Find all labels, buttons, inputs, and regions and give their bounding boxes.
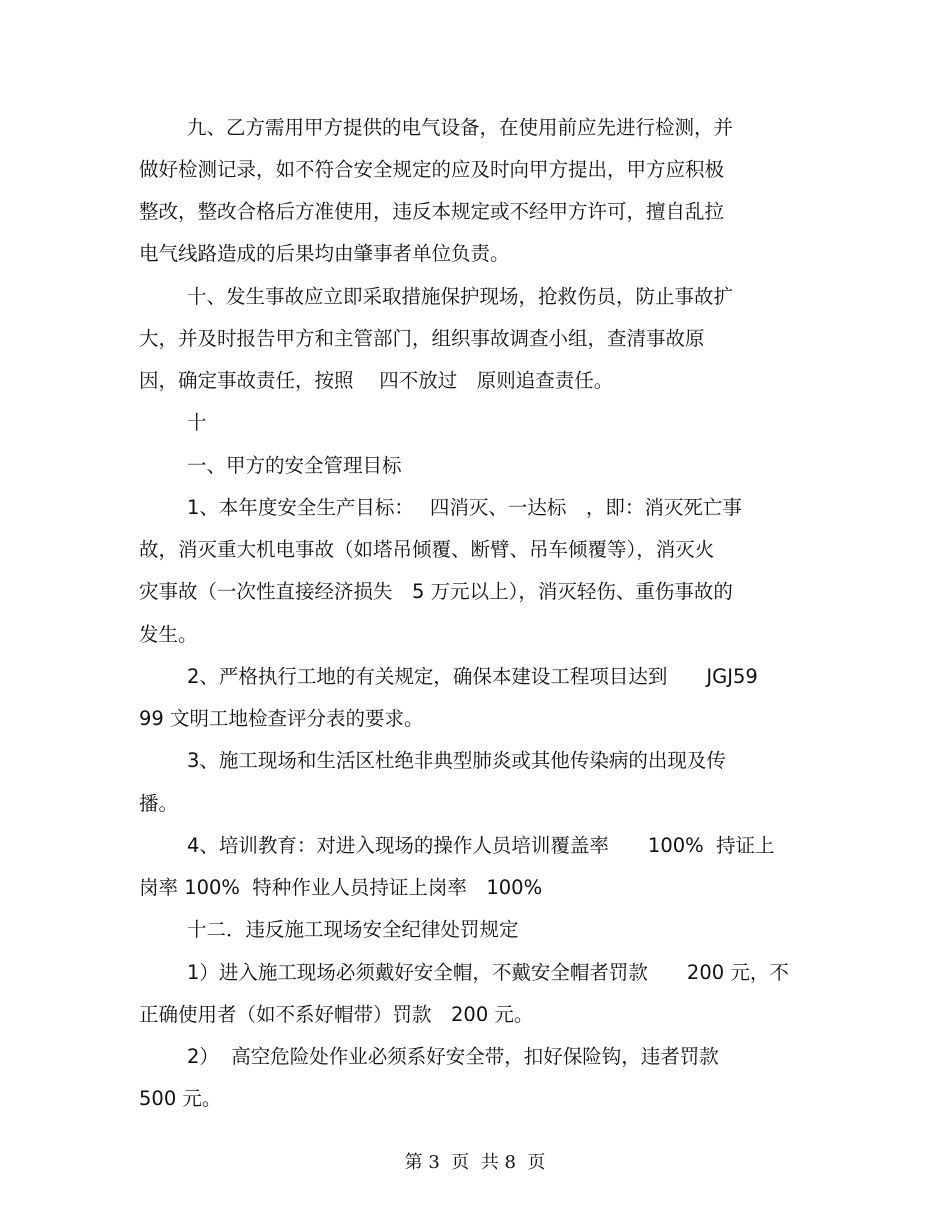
text-line: 因，确定事故责任，按照 四不放过 原则追查责任。 bbox=[139, 369, 614, 392]
text-line: 99 文明工地检查评分表的要求。 bbox=[139, 707, 424, 730]
text-line: 发生。 bbox=[139, 623, 198, 646]
text-line: 2） 高空危险处作业必须系好安全带，扣好保险钩，违者罚款 bbox=[187, 1045, 719, 1068]
section-heading: 十二．违反施工现场安全纪律处罚规定 bbox=[187, 918, 519, 941]
text-line: 九、乙方需用甲方提供的电气设备，在使用前应先进行检测，并 bbox=[187, 116, 734, 139]
text-line: 电气线路造成的后果均由肇事者单位负责。 bbox=[139, 242, 510, 265]
text-line: 正确使用者（如不系好帽带）罚款 200 元。 bbox=[139, 1003, 534, 1026]
text-line: 大，并及时报告甲方和主管部门，组织事故调查小组，查清事故原 bbox=[139, 327, 705, 350]
text-line: 十 bbox=[187, 411, 207, 434]
text-line: 故，消灭重大机电事故（如塔吊倾覆、断臂、吊车倾覆等），消灭火 bbox=[139, 538, 715, 561]
text-line: 播。 bbox=[139, 792, 179, 815]
text-line: 整改，整改合格后方准使用，违反本规定或不经甲方许可，擅自乱拉 bbox=[139, 200, 725, 223]
text-line: 十、发生事故应立即采取措施保护现场，抢救伤员，防止事故扩 bbox=[187, 285, 734, 308]
text-line: 1）进入施工现场必须戴好安全帽，不戴安全帽者罚款 200 元，不 bbox=[187, 961, 789, 984]
page-number-footer: 第 3 页 共 8 页 bbox=[404, 1152, 546, 1173]
text-line: 做好检测记录，如不符合安全规定的应及时向甲方提出，甲方应积极 bbox=[139, 158, 725, 181]
text-line: 2、严格执行工地的有关规定，确保本建设工程项目达到 JGJ59 bbox=[187, 665, 758, 688]
section-heading: 一、甲方的安全管理目标 bbox=[187, 454, 402, 477]
text-line: 4、培训教育：对进入现场的操作人员培训覆盖率 100% 持证上 bbox=[187, 834, 775, 857]
text-line: 岗率 100% 特种作业人员持证上岗率 100% bbox=[139, 876, 543, 899]
text-line: 1、本年度安全生产目标： 四消灭、一达标 ，即：消灭死亡事 bbox=[187, 496, 742, 519]
text-line: 500 元。 bbox=[139, 1087, 222, 1110]
text-line: 3、施工现场和生活区杜绝非典型肺炎或其他传染病的出现及传 bbox=[187, 749, 726, 772]
text-line: 灾事故（一次性直接经济损失 5 万元以上），消灭轻伤、重伤事故的 bbox=[139, 580, 733, 603]
